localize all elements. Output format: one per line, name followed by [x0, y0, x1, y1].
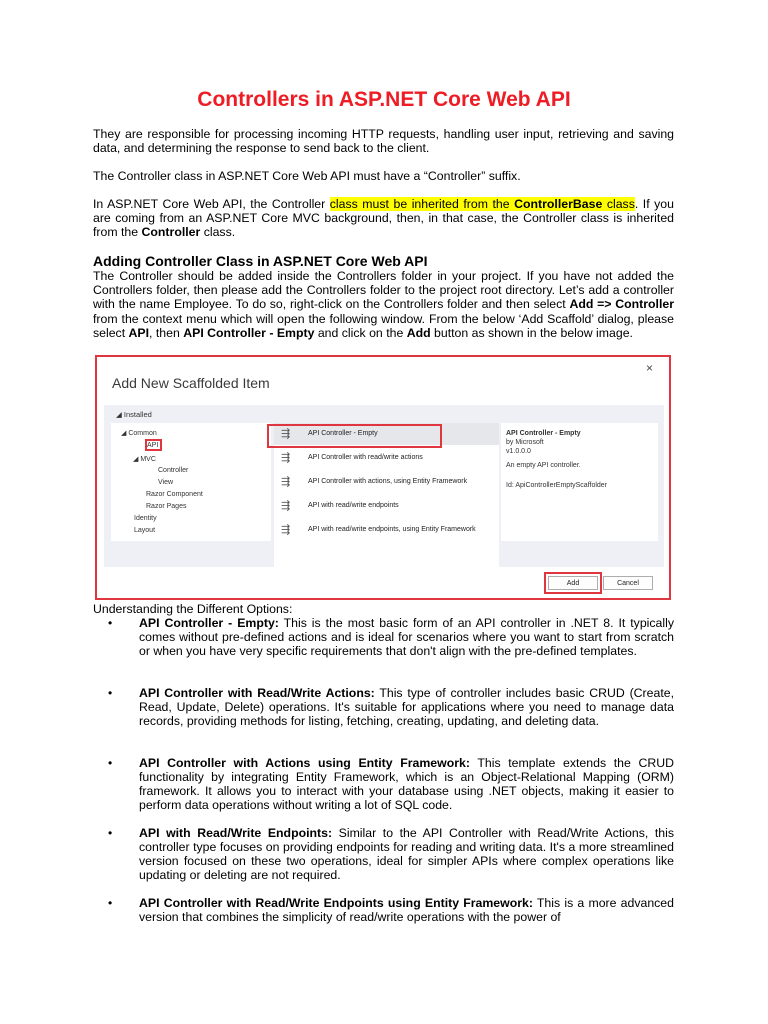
close-icon[interactable]: × — [645, 361, 653, 375]
details-author: by Microsoft — [506, 439, 544, 446]
installed-label: Installed — [123, 410, 152, 419]
template-label: API Controller - Empty — [308, 430, 378, 437]
template-details — [501, 423, 658, 541]
tree-node-common[interactable]: ◢ Common — [121, 430, 157, 437]
list-item — [108, 756, 674, 812]
tree-label-mvc: MVC — [140, 456, 156, 463]
list-item — [108, 896, 674, 924]
tree-node-controller[interactable] — [158, 467, 188, 474]
sp-e: , then — [149, 325, 184, 340]
option-desc: This template extends the CRUD functionality by integrating Entity Framework, which is an Object-Relational Mapping (ORM) framework. It allows you to interact with your database using .NET objects, making it easier to perform data operations without writing a lot of SQL code. — [139, 756, 674, 812]
option-desc: This type of controller includes basic CRUD (Create, Read, Update, Delete) operations. It's suitable for applications where you need to manage data records, providing methods for listing, fetching, creating, updating, and deleting data. — [139, 686, 674, 728]
bullet-icon: • — [108, 756, 113, 770]
option-term: API Controller - Empty: — [139, 616, 279, 630]
tree-label-api: API — [147, 442, 159, 449]
highlight — [330, 197, 635, 211]
template-label: API Controller with read/write actions — [308, 454, 423, 461]
sp-c: from the context menu which will open the following window. From the below ‘Add Scaffold’ dialog, please select — [93, 311, 674, 340]
tree-node-razor-pages[interactable] — [146, 503, 186, 510]
tree-node-razor-component[interactable] — [146, 491, 203, 498]
bullet-icon: • — [108, 896, 113, 910]
option-term: API with Read/Write Endpoints: — [139, 826, 333, 840]
tree-node-mvc[interactable]: ◢ MVC — [133, 456, 156, 463]
option-term: API Controller with Read/Write Endpoints using Entity Framework: — [139, 896, 533, 910]
p3-hl-b: ControllerBase — [514, 197, 603, 211]
tree-node-layout[interactable] — [134, 527, 155, 534]
p3-text-c: Controller — [141, 225, 201, 240]
tree-label-razor-pages: Razor Pages — [146, 503, 187, 510]
p3-text-b: . If you are coming from an ASP.NET Core MVC background, then, in that case, the Controller class is inherited from the — [93, 197, 674, 240]
intro-paragraph-3 — [93, 197, 674, 240]
tree-label-common: Common — [128, 430, 157, 437]
sp-i: button as shown in the below image. — [430, 325, 633, 340]
scaffold-icon: ⇶ — [281, 476, 291, 488]
bullet-icon: • — [108, 616, 113, 630]
option-term: API Controller with Read/Write Actions: — [139, 686, 375, 700]
template-label: API with read/write endpoints — [308, 502, 399, 509]
p3-hl-a: class must be inherited from the — [329, 197, 515, 211]
bullet-icon: • — [108, 686, 113, 700]
p3-hl-c: class — [602, 197, 635, 211]
template-label: API with read/write endpoints, using Entity Framework — [308, 526, 476, 533]
add-button[interactable]: Add — [548, 576, 598, 590]
tree-node-identity[interactable] — [134, 515, 157, 522]
sp-f: API Controller - Empty — [183, 325, 315, 340]
sp-h: Add — [406, 325, 431, 340]
details-id: Id: ApiControllerEmptyScaffolder — [506, 482, 608, 489]
p3-text-a: In ASP.NET Core Web API, the Controller — [93, 197, 330, 211]
scaffold-icon: ⇶ — [281, 428, 291, 440]
installed-header[interactable]: ◢ Installed — [116, 410, 152, 419]
tree-label-identity: Identity — [134, 515, 157, 522]
list-item — [108, 826, 674, 882]
section-paragraph — [93, 269, 674, 340]
option-desc: Similar to the API Controller with Read/Write Actions, this controller type focuses on providing endpoints for reading and writing data. It's a more streamlined version focused on these two operations, ideal for simpler APIs where complex operations like updating or deleting are not required. — [139, 826, 675, 882]
intro-paragraph-2: The Controller class in ASP.NET Core Web API must have a “Controller” suffix. — [93, 169, 521, 183]
cancel-button[interactable]: Cancel — [603, 576, 653, 590]
template-item[interactable] — [274, 519, 499, 541]
template-item[interactable] — [274, 471, 499, 493]
dialog-title: Add New Scaffolded Item — [112, 375, 270, 391]
sp-d: API — [128, 325, 150, 340]
bullet-icon: • — [108, 826, 113, 840]
details-description: An empty API controller. — [506, 462, 581, 469]
template-item[interactable] — [274, 447, 499, 469]
list-item — [108, 686, 674, 728]
page-title: Controllers in ASP.NET Core Web API — [197, 88, 571, 111]
tree-label-controller: Controller — [158, 467, 189, 474]
sp-g: and click on the — [314, 325, 407, 340]
details-version: v1.0.0.0 — [506, 448, 531, 455]
add-highlight-box — [544, 572, 602, 594]
options-lead: Understanding the Different Options: — [93, 602, 293, 616]
category-tree — [111, 423, 271, 541]
template-label: API Controller with actions, using Entity Framework — [308, 478, 468, 485]
option-term: API Controller with Actions using Entity Framework: — [139, 756, 470, 770]
details-name: API Controller - Empty — [506, 430, 581, 437]
scaffold-icon: ⇶ — [281, 500, 291, 512]
sp-a: The Controller should be added inside the Controllers folder in your project. If you have not added the Controllers folder, then please add the Controllers folder to the project root directory. Let’s add a controller with the name Employee. To do so, right-click on the Controllers folder and then select — [93, 269, 674, 312]
intro-paragraph-1: They are responsible for processing incoming HTTP requests, handling user input, retrieving and saving data, and determining the response to send back to the client. — [93, 127, 674, 156]
option-desc: This is the most basic form of an API controller in .NET 8. It typically comes without pre-defined actions and is ideal for scenarios where you want to start from scratch or when you have very specific requirements that don't align with the pre-defined templates. — [139, 616, 674, 658]
section-heading: Adding Controller Class in ASP.NET Core Web API — [93, 253, 428, 269]
scaffold-dialog-screenshot — [95, 355, 671, 600]
list-item — [108, 616, 674, 658]
tree-node-view[interactable] — [158, 479, 173, 486]
tree-label-razor-component: Razor Component — [146, 491, 203, 498]
template-item[interactable] — [274, 495, 499, 517]
template-highlight-box — [267, 424, 442, 448]
sp-b: Add => Controller — [569, 297, 674, 312]
option-desc: This is a more advanced version that combines the simplicity of read/write operations with the power of — [139, 896, 674, 924]
p3-text-d: class. — [200, 225, 236, 240]
tree-label-view: View — [158, 479, 174, 486]
api-highlight-box — [145, 439, 162, 451]
tree-label-layout: Layout — [134, 527, 156, 534]
scaffold-icon: ⇶ — [281, 452, 291, 464]
scaffold-icon: ⇶ — [281, 524, 291, 536]
